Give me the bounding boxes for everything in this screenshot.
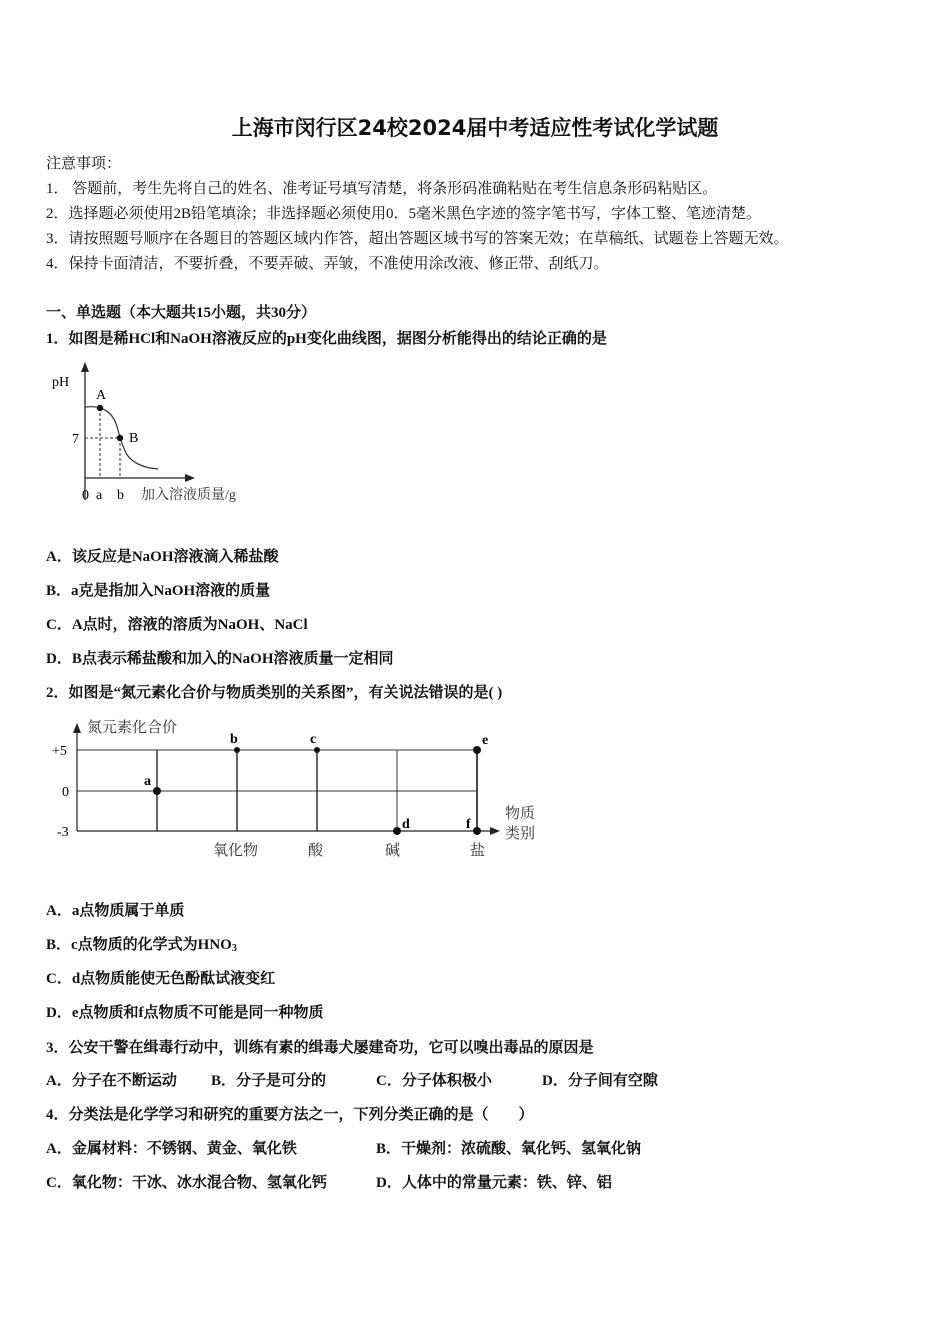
option-b-text: B．c点物质的化学式为HNO (46, 937, 232, 953)
point-b-marker (234, 747, 240, 753)
point-e-marker (473, 746, 481, 754)
point-a-label: A (96, 388, 107, 403)
valence-chart-grid (77, 750, 477, 831)
point-a-label: a (144, 774, 151, 789)
point-f-label: f (466, 817, 471, 832)
y-axis-label: 氮元素化合价 (87, 720, 178, 736)
option-c[interactable]: C．分子体积极小 (376, 1073, 492, 1089)
point-b-marker (117, 435, 123, 441)
x-tick-base: 碱 (385, 843, 401, 859)
option-d[interactable]: D．人体中的常量元素：铁、锌、铝 (376, 1175, 612, 1191)
point-c-marker (314, 747, 320, 753)
option-b[interactable]: B．a克是指加入NaOH溶液的质量 (46, 583, 271, 599)
option-a[interactable]: A．该反应是NaOH溶液滴入稀盐酸 (46, 549, 279, 565)
page-title: 上海市闵行区24校2024届中考适应性考试化学试题 (231, 116, 719, 140)
question-stem: 4．分类法是化学学习和研究的重要方法之一，下列分类正确的是（ ） (46, 1107, 534, 1123)
x-tick-salt: 盐 (470, 843, 486, 859)
question-stem: 2．如图是“氮元素化合价与物质类别的关系图”，有关说法错误的是( ) (46, 685, 503, 701)
point-a-marker (97, 405, 103, 411)
x-axis-label: 加入溶液质量/g (141, 488, 236, 503)
y-tick-7: 7 (72, 432, 79, 447)
option-d[interactable]: D．B点表示稀盐酸和加入的NaOH溶液质量一定相同 (46, 651, 394, 667)
point-b-label: b (230, 732, 238, 747)
option-c[interactable]: C．A点时，溶液的溶质为NaOH、NaCl (46, 617, 308, 633)
question-stem: 1．如图是稀HCl和NaOH溶液反应的pH变化曲线图，据图分析能得出的结论正确的是 (46, 331, 607, 347)
point-c-label: c (310, 732, 317, 747)
section-heading: 一、单选题（本大题共15小题，共30分） (46, 305, 317, 321)
subscript: 3 (231, 943, 237, 954)
option-a[interactable]: A．分子在不断运动 (46, 1073, 177, 1089)
option-d[interactable]: D．分子间有空隙 (542, 1073, 658, 1089)
point-d-label: d (402, 817, 410, 832)
x-tick-0: 0 (82, 488, 89, 503)
option-a[interactable]: A．金属材料：不锈钢、黄金、氧化铁 (46, 1141, 297, 1157)
x-axis-label-line2: 类别 (505, 826, 536, 842)
point-d-marker (393, 827, 401, 835)
option-d[interactable]: D．e点物质和f点物质不可能是同一种物质 (46, 1005, 324, 1021)
option-c[interactable]: C．d点物质能使无色酚酞试液变红 (46, 971, 276, 987)
valence-chart-axes (73, 723, 500, 835)
y-tick-minus3: -3 (57, 825, 69, 840)
x-tick-acid: 酸 (308, 843, 324, 859)
notice-item: 1． 答题前，考生先将自己的姓名、准考证号填写清楚，将条形码准确粘贴在考生信息条形码粘贴区。 (46, 181, 718, 197)
option-b[interactable] (46, 933, 237, 954)
y-tick-0: 0 (62, 785, 69, 800)
point-f-marker (473, 827, 481, 835)
notice-heading: 注意事项： (46, 156, 122, 172)
notice-item: 2．选择题必须使用2B铅笔填涂；非选择题必须使用0．5毫米黑色字迹的签字笔书写，字体工整、笔迹清楚。 (46, 206, 762, 222)
option-b[interactable]: B．干燥剂：浓硫酸、氧化钙、氢氧化钠 (376, 1141, 642, 1157)
point-b-label: B (129, 431, 139, 446)
point-a-marker (153, 787, 161, 795)
point-e-label: e (482, 733, 489, 748)
x-tick-b: b (117, 488, 124, 503)
notice-item: 4．保持卡面清洁，不要折叠，不要弄破、弄皱，不准使用涂改液、修正带、刮纸刀。 (46, 256, 609, 272)
option-b[interactable]: B．分子是可分的 (211, 1073, 327, 1089)
option-c[interactable]: C．氧化物：干冰、冰水混合物、氢氧化钙 (46, 1175, 327, 1191)
ph-axis-label: pH (52, 375, 70, 390)
x-axis-label-line1: 物质 (505, 806, 536, 822)
y-tick-plus5: +5 (52, 744, 67, 759)
notice-item: 3．请按照题号顺序在各题目的答题区域内作答，超出答题区域书写的答案无效；在草稿纸、试题卷上答题无效。 (46, 231, 789, 247)
question-stem: 3．公安干警在缉毒行动中，训练有素的缉毒犬屡建奇功，它可以嗅出毒品的原因是 (46, 1040, 594, 1056)
option-a[interactable]: A．a点物质属于单质 (46, 903, 185, 919)
nitrogen-valence-chart (40, 710, 560, 870)
x-tick-a: a (96, 488, 103, 503)
x-tick-oxide: 氧化物 (213, 843, 259, 859)
ph-curve-chart (40, 360, 270, 510)
